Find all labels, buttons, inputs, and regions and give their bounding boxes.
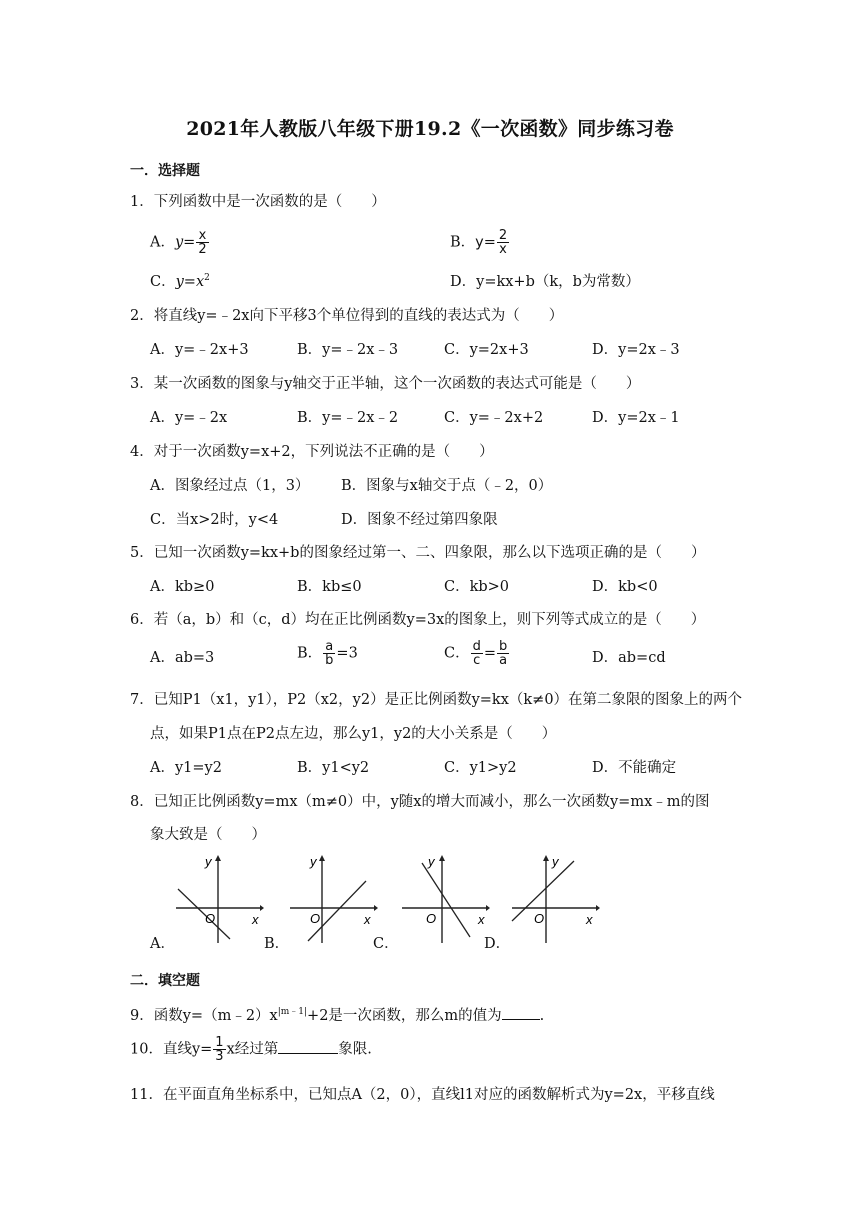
question-7-line-1: 7．已知P1（x1，y1），P2（x2，y2）是正比例函数y=kx（k≠0）在第二象限的图象上的两个: [130, 692, 743, 708]
q8-graph-a: [172, 853, 264, 945]
q8-label-b: B．: [264, 936, 290, 952]
q1-option-d: D．y=kx+b（k，b为常数）: [450, 274, 640, 290]
q4-option-b: B．图象与x轴交于点（﹣2，0）: [341, 478, 553, 494]
q8-graph-d: [508, 853, 600, 945]
graph-b-x-label: x: [364, 912, 371, 927]
q2-option-a: A．y=﹣2x+3: [150, 342, 249, 358]
graph-c-y-label: y: [428, 854, 435, 869]
graph-d-y-label: y: [552, 854, 559, 869]
graph-a-y-label: y: [205, 854, 212, 869]
graph-b-y-label: y: [310, 854, 317, 869]
question-1: 1．下列函数中是一次函数的是（ ）: [130, 194, 386, 210]
graph-a-x-label: x: [252, 912, 259, 927]
question-11-line-1: 11．在平面直角坐标系中，已知点A（2，0），直线l1对应的函数解析式为y=2x，平移直线: [130, 1087, 715, 1103]
question-3: 3．某一次函数的图象与y轴交于正半轴，这个一次函数的表达式可能是（ ）: [130, 376, 641, 392]
q6-option-b: B． $\frac{a}{b}$ =3: [297, 639, 358, 668]
q3-option-a: A．y=﹣2x: [150, 410, 228, 426]
q2-option-c: C．y=2x+3: [444, 342, 529, 358]
q9-answer-blank: [502, 1019, 540, 1020]
q1-option-b: B．y= $\frac{2}{x}$: [450, 228, 508, 257]
page-title: 2021年人教版八年级下册19.2《一次函数》同步练习卷: [186, 118, 674, 140]
question-5: 5．已知一次函数y=kx+b的图象经过第一、二、四象限，那么以下选项正确的是（ ）: [130, 545, 706, 561]
q3-option-b: B．y=﹣2x﹣2: [297, 410, 399, 426]
q8-label-c: C．: [373, 936, 399, 952]
q1-option-c: C．$y=x^2$: [150, 273, 210, 290]
question-10: 10．直线y= $\frac{1}{3}$ x经过第 象限.: [130, 1035, 372, 1064]
q5-option-c: C．kb>0: [444, 579, 510, 595]
q4-option-d: D．图象不经过第四象限: [341, 512, 498, 528]
q7-option-c: C．y1>y2: [444, 760, 517, 776]
q8-label-d: D．: [484, 936, 511, 952]
q2-option-b: B．y=﹣2x﹣3: [297, 342, 399, 358]
q4-option-c: C．当x>2时，y<4: [150, 512, 279, 528]
section-choice: 一．选择题: [130, 163, 200, 179]
graph-b-origin: O: [310, 911, 321, 926]
q5-option-d: D．kb<0: [592, 579, 658, 595]
q7-option-b: B．y1<y2: [297, 760, 370, 776]
q7-option-a: A．y1=y2: [150, 760, 222, 776]
section-fill-blank: 二．填空题: [130, 973, 200, 989]
q6-option-c: C． $\frac{d}{c}$ = $\frac{b}{a}$: [444, 639, 508, 668]
graph-a-origin: O: [205, 911, 216, 926]
question-8-line-2: 象大致是（ ）: [150, 827, 266, 843]
q6-option-a: A．ab=3: [150, 650, 215, 666]
q3-option-d: D．y=2x﹣1: [592, 410, 680, 426]
question-2: 2．将直线y=﹣2x向下平移3个单位得到的直线的表达式为（ ）: [130, 308, 564, 324]
question-8-line-1: 8．已知正比例函数y=mx（m≠0）中，y随x的增大而减小，那么一次函数y=mx﹣m的图: [130, 794, 710, 810]
q5-option-b: B．kb≤0: [297, 579, 362, 595]
graph-d-x-label: x: [586, 912, 593, 927]
question-7-line-2: 点，如果P1点在P2点左边，那么y1，y2的大小关系是（ ）: [150, 726, 557, 742]
graph-d-origin: O: [534, 911, 545, 926]
question-6: 6．若（a，b）和（c，d）均在正比例函数y=3x的图象上，则下列等式成立的是（ ）: [130, 612, 706, 628]
q4-option-a: A．图象经过点（1，3）: [150, 478, 310, 494]
q2-option-d: D．y=2x﹣3: [592, 342, 680, 358]
graph-c-x-label: x: [478, 912, 485, 927]
graph-c-origin: O: [426, 911, 437, 926]
q8-label-a: A．: [150, 936, 175, 952]
question-4: 4．对于一次函数y=x+2，下列说法不正确的是（ ）: [130, 444, 494, 460]
q8-graph-c: [398, 853, 490, 945]
q8-graph-b: [286, 853, 378, 945]
q6-option-d: D．ab=cd: [592, 650, 666, 666]
q10-answer-blank: [278, 1053, 338, 1054]
q1-option-a: A．y= $\frac{x}{2}$: [150, 228, 207, 257]
q5-option-a: A．kb≥0: [150, 579, 215, 595]
question-9: 9．函数$y=(m﹣2)x^{|m﹣1|}+2$是一次函数，那么m的值为 .: [130, 1007, 545, 1024]
q3-option-c: C．y=﹣2x+2: [444, 410, 544, 426]
q7-option-d: D．不能确定: [592, 760, 677, 776]
